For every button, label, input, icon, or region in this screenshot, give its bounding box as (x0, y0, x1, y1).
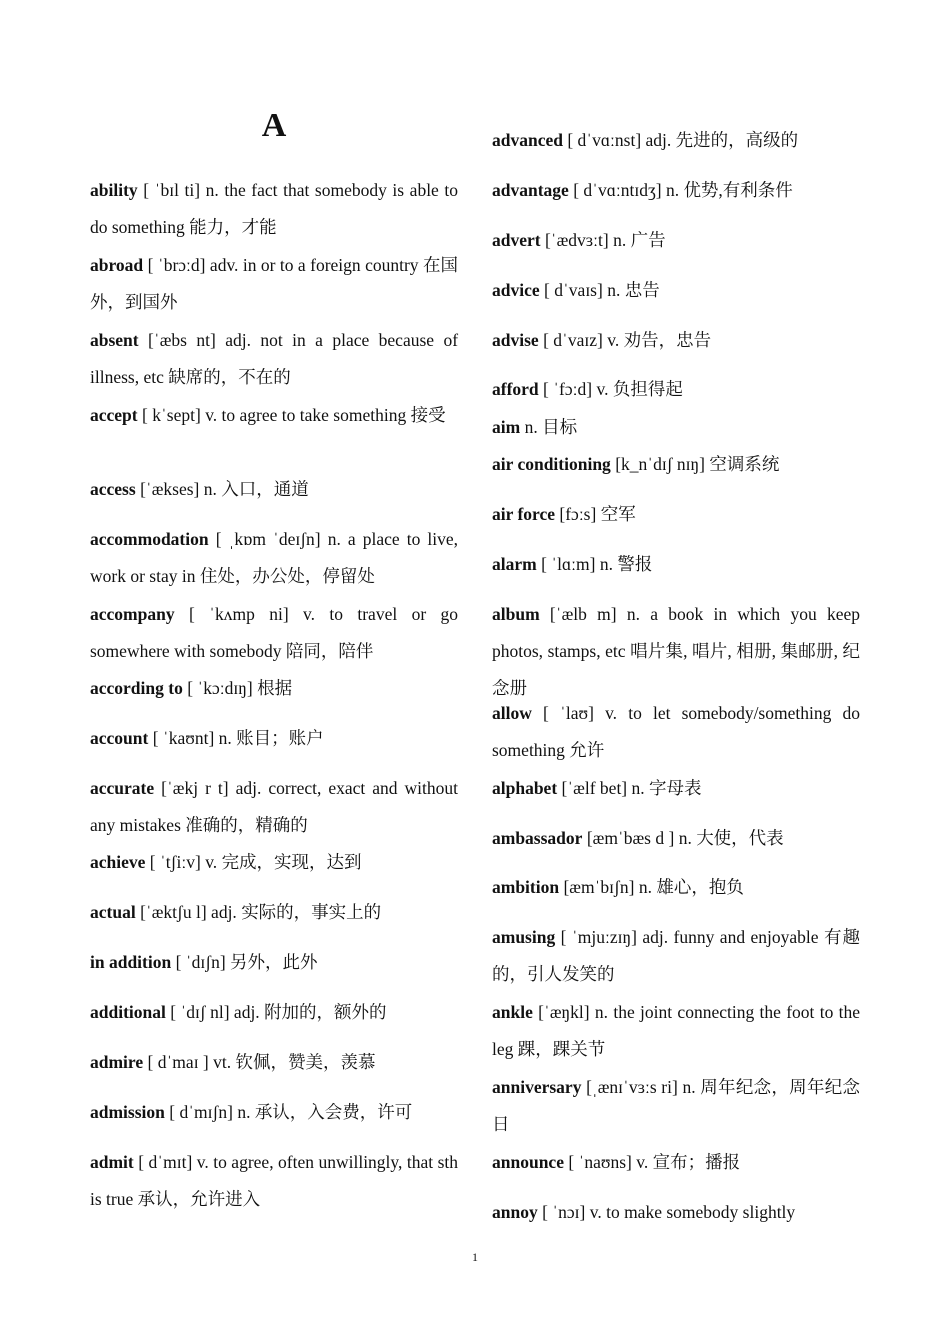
chinese-gloss: 能力，才能 (189, 217, 277, 237)
phonetic: [ ˈnaʊns] (568, 1152, 632, 1172)
chinese-gloss: 承认，入会费，许可 (254, 1102, 413, 1122)
dictionary-entry (492, 695, 860, 769)
headword: advice (492, 280, 540, 300)
chinese-gloss: 承认，允许进入 (137, 1189, 261, 1209)
definition: n. (599, 554, 613, 574)
definition: n. (237, 1102, 251, 1122)
dictionary-entry (492, 596, 860, 707)
phonetic: [æmˈbæs d ] (586, 828, 675, 848)
headword: aim (492, 417, 521, 437)
dictionary-entry (90, 397, 458, 434)
chinese-gloss: 字母表 (649, 778, 702, 798)
headword: advise (492, 330, 539, 350)
headword: absent (90, 330, 139, 350)
dictionary-entry (492, 919, 860, 993)
dictionary-entry (90, 322, 458, 396)
headword: alphabet (492, 778, 558, 798)
definition: v. to agree to take something (205, 405, 407, 425)
definition: vt. (213, 1052, 232, 1072)
headword: advanced (492, 130, 563, 150)
phonetic: [ dˈvaɪz] (543, 330, 603, 350)
chinese-gloss: 完成，实现，达到 (221, 852, 362, 872)
dictionary-entry (492, 446, 860, 483)
definition: n. a place to live, work or stay in (90, 529, 459, 586)
definition: adv. in or to a foreign country (209, 255, 419, 275)
headword: accurate (90, 778, 155, 798)
headword: alarm (492, 554, 537, 574)
dictionary-entry (90, 844, 458, 881)
chinese-gloss: 踝，踝关节 (517, 1039, 606, 1059)
phonetic: [ ˈlaʊ] (543, 703, 594, 723)
phonetic: [ dˈvɑːntɪdʒ] (573, 180, 662, 200)
phonetic: [ˈælf bet] (561, 778, 628, 798)
headword: ability (90, 180, 138, 200)
section-heading: A (261, 107, 287, 144)
phonetic: [ˈæktʃu l] (140, 902, 207, 922)
dictionary-entry (492, 1069, 860, 1143)
definition: n. (631, 778, 645, 798)
chinese-gloss: 负担得起 (612, 379, 683, 399)
chinese-gloss: 雄心，抱负 (656, 877, 744, 897)
definition: v. (205, 852, 218, 872)
headword: afford (492, 379, 539, 399)
definition: n. (682, 1077, 696, 1097)
phonetic: [ ˈlɑːm] (541, 554, 596, 574)
phonetic: [ˈædvɜːt] (544, 230, 609, 250)
definition: n. (613, 230, 627, 250)
headword: according to (90, 678, 183, 698)
chinese-gloss: 缺席的，不在的 (168, 367, 291, 387)
phonetic: [ ˈdɪʃ nl] (170, 1002, 230, 1022)
dictionary-entry (492, 496, 860, 533)
chinese-gloss: 空调系统 (709, 454, 780, 474)
headword: ambassador (492, 828, 583, 848)
phonetic: [fɔːs] (559, 504, 597, 524)
definition: adj. (645, 130, 672, 150)
headword: account (90, 728, 149, 748)
definition: n. (607, 280, 621, 300)
headword: admire (90, 1052, 144, 1072)
definition: v. (607, 330, 620, 350)
headword: air force (492, 504, 556, 524)
dictionary-entry (90, 944, 458, 981)
chinese-gloss: 警报 (617, 554, 653, 574)
chinese-gloss: 入口，通道 (221, 479, 309, 499)
phonetic: [ ˈtʃiːv] (149, 852, 201, 872)
chinese-gloss: 另外，此外 (230, 952, 318, 972)
definition: n. a book in which you keep photos, stamps, etc (492, 604, 860, 661)
chinese-gloss: 忠告 (624, 280, 660, 300)
dictionary-entry (90, 720, 458, 757)
headword: allow (492, 703, 532, 723)
chinese-gloss: 空军 (600, 504, 636, 524)
headword: air conditioning (492, 454, 611, 474)
definition: n. the fact that somebody is able to do something (90, 180, 459, 237)
phonetic: [ ˈnɔɪ] (542, 1202, 586, 1222)
chinese-gloss: 接受 (410, 405, 446, 425)
chinese-gloss: 准确的，精确的 (185, 815, 308, 835)
definition: n. (638, 877, 652, 897)
headword: ankle (492, 1002, 533, 1022)
chinese-gloss: 允许 (569, 740, 605, 760)
headword: achieve (90, 852, 146, 872)
definition: adj. correct, exact and without any mistakes (90, 778, 459, 835)
dictionary-entry (492, 1144, 860, 1181)
phonetic: [ ˌkɒm ˈdeɪʃn] (215, 529, 321, 549)
definition: n. (203, 479, 217, 499)
definition: adj. funny and enjoyable (642, 927, 819, 947)
phonetic: [ˈæŋkl] (538, 1002, 590, 1022)
headword: album (492, 604, 540, 624)
chinese-gloss: 在国外，到国外 (90, 255, 459, 312)
chinese-gloss: 先进的，高级的 (675, 130, 799, 150)
definition: n. (665, 180, 680, 200)
dictionary-entry (492, 122, 860, 159)
phonetic: [ ˈkɔːdɪŋ] (187, 678, 253, 698)
headword: abroad (90, 255, 144, 275)
dictionary-entry (492, 409, 860, 446)
definition: v. (596, 379, 609, 399)
definition: v. to agree, often unwillingly, that sth is true (90, 1152, 459, 1209)
dictionary-entry (492, 546, 860, 583)
phonetic: [ ˈkaʊnt] (152, 728, 215, 748)
dictionary-entry (90, 596, 458, 670)
phonetic: [æmˈbɪʃn] (563, 877, 635, 897)
dictionary-entry (492, 322, 860, 359)
headword: anniversary (492, 1077, 582, 1097)
phonetic: [ dˈmaɪ ] (147, 1052, 209, 1072)
headword: actual (90, 902, 136, 922)
headword: admission (90, 1102, 165, 1122)
phonetic: [ ˈbɪl ti] (143, 180, 201, 200)
chinese-gloss: 住处，办公处，停留处 (199, 566, 375, 586)
phonetic: [k_nˈdɪʃ nɪŋ] (615, 454, 706, 474)
page-number: 1 (472, 1250, 478, 1264)
definition: n. (678, 828, 692, 848)
phonetic: [ dˈmɪʃn] (169, 1102, 233, 1122)
phonetic: [ˈæbs nt] (148, 330, 216, 350)
chinese-gloss: 实际的，事实上的 (241, 902, 382, 922)
chinese-gloss: 钦佩，赞美，羡慕 (235, 1052, 376, 1072)
dictionary-entry (492, 1194, 860, 1231)
phonetic: [ ˈkʌmp ni] (188, 604, 289, 624)
definition: v. to make somebody slightly (589, 1202, 796, 1222)
headword: announce (492, 1152, 564, 1172)
dictionary-entry (90, 670, 458, 707)
dictionary-entry (492, 172, 860, 209)
phonetic: [ ˈfɔːd] (543, 379, 593, 399)
phonetic: [ˈælb m] (549, 604, 617, 624)
dictionary-entry (90, 247, 458, 321)
headword: accommodation (90, 529, 209, 549)
dictionary-entry (90, 471, 458, 508)
definition: v. (636, 1152, 649, 1172)
dictionary-entry (90, 894, 458, 931)
phonetic: [ dˈvaɪs] (544, 280, 603, 300)
dictionary-entry (492, 994, 860, 1068)
phonetic: [ˈækses] (140, 479, 200, 499)
definition: v. to travel or go somewhere with somebody (90, 604, 459, 661)
phonetic: [ ˈbrɔːd] (147, 255, 206, 275)
definition: n. the joint connecting the foot to the leg (492, 1002, 861, 1059)
dictionary-entry (90, 521, 458, 595)
headword: accompany (90, 604, 175, 624)
chinese-gloss: 唱片集, 唱片, 相册, 集邮册, 纪念册 (492, 641, 861, 698)
dictionary-entry (90, 1044, 458, 1081)
headword: admit (90, 1152, 134, 1172)
phonetic: [ ˈmjuːzɪŋ] (560, 927, 637, 947)
chinese-gloss: 目标 (542, 417, 578, 437)
chinese-gloss: 大使，代表 (696, 828, 784, 848)
chinese-gloss: 广告 (630, 230, 666, 250)
dictionary-entry (90, 770, 458, 844)
dictionary-entry (492, 272, 860, 309)
dictionary-entry (492, 770, 860, 807)
dictionary-entry (90, 172, 458, 246)
dictionary-entry (492, 820, 860, 857)
headword: access (90, 479, 136, 499)
headword: amusing (492, 927, 556, 947)
chinese-gloss: 账目；账户 (236, 728, 324, 748)
dictionary-entry (492, 371, 860, 408)
phonetic: [ kˈsept] (142, 405, 201, 425)
headword: advantage (492, 180, 569, 200)
chinese-gloss: 优势,有利条件 (683, 180, 793, 200)
chinese-gloss: 有趣的，引人发笑的 (492, 927, 861, 984)
definition: n. (524, 417, 538, 437)
definition: v. to let somebody/something do something (492, 703, 860, 760)
chinese-gloss: 根据 (257, 678, 293, 698)
phonetic: [ dˈvɑːnst] (567, 130, 642, 150)
phonetic: [ˌænɪˈvɜːs ri] (586, 1077, 678, 1097)
definition: adj. (211, 902, 237, 922)
chinese-gloss: 宣布；播报 (652, 1152, 741, 1172)
chinese-gloss: 陪同，陪伴 (285, 641, 374, 661)
dictionary-entry (492, 222, 860, 259)
headword: annoy (492, 1202, 538, 1222)
dictionary-entry (90, 1144, 458, 1218)
phonetic: [ˈækj r t] (161, 778, 229, 798)
dictionary-entry (90, 994, 458, 1031)
chinese-gloss: 周年纪念，周年纪念日 (492, 1077, 861, 1134)
chinese-gloss: 附加的，额外的 (264, 1002, 387, 1022)
headword: ambition (492, 877, 560, 897)
headword: advert (492, 230, 541, 250)
phonetic: [ ˈdɪʃn] (175, 952, 226, 972)
headword: in addition (90, 952, 172, 972)
definition: adj. not in a place because of illness, etc (90, 330, 459, 387)
dictionary-entry (90, 1094, 458, 1131)
dictionary-entry (492, 869, 860, 906)
headword: accept (90, 405, 138, 425)
headword: additional (90, 1002, 166, 1022)
definition: adj. (233, 1002, 260, 1022)
definition: n. (218, 728, 232, 748)
phonetic: [ dˈmɪt] (138, 1152, 193, 1172)
chinese-gloss: 劝告，忠告 (623, 330, 712, 350)
